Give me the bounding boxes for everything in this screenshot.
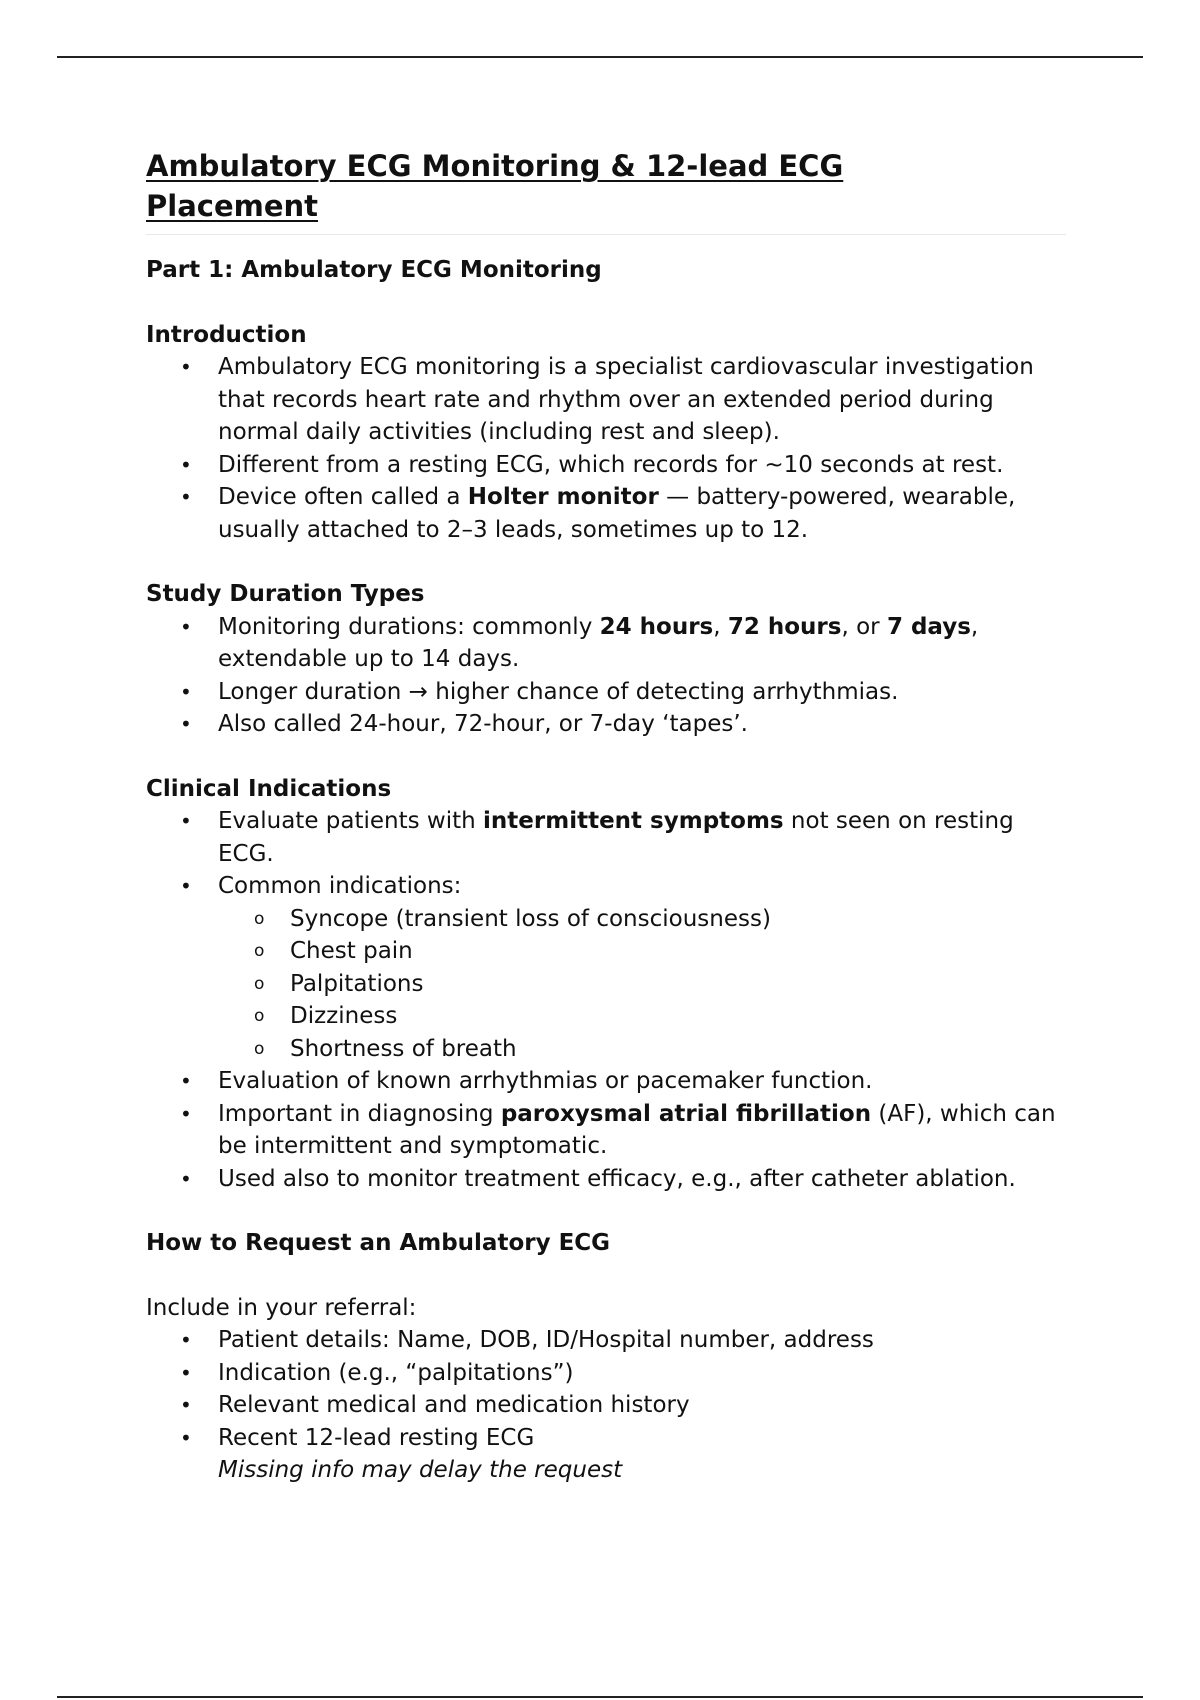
- list-item-text: Dizziness: [290, 1003, 398, 1029]
- title-line-2: Placement: [146, 189, 319, 223]
- request-intro: Include in your referral:: [146, 1294, 417, 1321]
- list-item-text: (AF), which can be intermittent and symptomatic.: [218, 1100, 1056, 1159]
- spacer: [146, 287, 1066, 319]
- bullet-icon: •: [180, 614, 192, 639]
- bullet-icon: •: [180, 1425, 192, 1450]
- list-item-text: Syncope (transient loss of consciousness): [290, 905, 771, 932]
- request-note: Missing info may delay the request: [218, 1457, 623, 1483]
- list-item: [146, 870, 1066, 1065]
- list-item-text: Also called 24-hour, 72-hour, or 7-day ‘tapes’.: [218, 711, 748, 737]
- list-item: [146, 708, 1066, 741]
- duration-list: [146, 611, 1066, 741]
- sub-list-wrap: [146, 903, 1066, 1066]
- list-item-text: , extendable up to 14 days.: [218, 613, 979, 672]
- list-item-text: Chest pain: [290, 938, 413, 964]
- list-item-text: Device often called a: [218, 484, 468, 510]
- bullet-icon: •: [180, 1069, 192, 1093]
- list-item-text: Evaluate patients with: [218, 808, 484, 834]
- emphasis-text: intermittent symptoms: [483, 808, 784, 834]
- sub-list-item: [146, 935, 1066, 968]
- bullet-icon: •: [180, 1360, 192, 1385]
- page-title: [146, 146, 1066, 235]
- list-item-text: Relevant medical and medication history: [218, 1392, 690, 1418]
- list-item: [146, 481, 1066, 546]
- sub-bullet-icon: o: [254, 941, 265, 961]
- list-item-text: Ambulatory ECG monitoring is a specialist cardiovascular investigation that records heart rate and rhythm over an extended period during normal daily activities (including rest and sleep).: [218, 354, 1034, 445]
- indications-list: [146, 805, 1066, 1195]
- bullet-icon: •: [180, 355, 192, 379]
- top-rule: [57, 56, 1143, 58]
- list-item: [146, 351, 1066, 449]
- bullet-icon: •: [180, 1166, 192, 1191]
- bottom-rule: [57, 1696, 1143, 1698]
- list-item: [146, 1422, 1066, 1487]
- sub-bullet-icon: o: [254, 973, 265, 994]
- bullet-icon: •: [180, 1101, 192, 1126]
- sub-list-item: [146, 1033, 1066, 1066]
- bullet-icon: •: [180, 874, 192, 898]
- emphasis-text: 7 days: [886, 613, 971, 640]
- part1-heading: Part 1: Ambulatory ECG Monitoring: [146, 257, 602, 283]
- intro-heading: Introduction: [146, 321, 307, 348]
- duration-heading: Study Duration Types: [146, 581, 425, 607]
- bullet-icon: •: [180, 1328, 192, 1352]
- bullet-icon: •: [180, 809, 192, 833]
- list-item-text: Important in diagnosing: [218, 1100, 501, 1127]
- list-item-text: , or: [841, 613, 887, 640]
- emphasis-text: Holter monitor: [467, 484, 659, 510]
- sub-list: [146, 903, 1066, 1066]
- bullet-icon: •: [180, 1393, 192, 1417]
- bullet-icon: •: [180, 452, 192, 477]
- list-item: [146, 1163, 1066, 1196]
- sub-list-item: [146, 1000, 1066, 1033]
- list-item: [146, 611, 1066, 676]
- sub-bullet-icon: o: [254, 1038, 265, 1059]
- bullet-icon: •: [180, 712, 192, 736]
- spacer: [146, 546, 1066, 578]
- list-item-text: Shortness of breath: [290, 1035, 517, 1062]
- list-item-text: Indication (e.g., “palpitations”): [218, 1359, 574, 1386]
- list-item-text: Used also to monitor treatment efficacy, e.g., after catheter ablation.: [218, 1165, 1016, 1192]
- list-item: [146, 805, 1066, 870]
- list-item-text: Palpitations: [290, 970, 424, 997]
- list-item: [146, 1357, 1066, 1390]
- document-body: [146, 146, 1066, 1487]
- list-item-text: not seen on resting ECG.: [218, 808, 1014, 867]
- sub-list-item: [146, 968, 1066, 1001]
- bullet-icon: •: [180, 679, 192, 704]
- list-item-text: Different from a resting ECG, which records for ~10 seconds at rest.: [218, 451, 1004, 478]
- list-item: [146, 1324, 1066, 1357]
- bullet-icon: •: [180, 485, 192, 509]
- list-item: [146, 1098, 1066, 1163]
- spacer: [146, 741, 1066, 773]
- list-item-text: Longer duration → higher chance of detecting arrhythmias.: [218, 678, 899, 705]
- emphasis-text: 72 hours: [727, 613, 842, 640]
- spacer: [146, 1195, 1066, 1227]
- spacer: [146, 1260, 1066, 1292]
- list-item: [146, 449, 1066, 482]
- list-item-text: Common indications:: [218, 873, 462, 899]
- emphasis-text: 24 hours: [599, 613, 714, 640]
- list-item-text: ,: [713, 613, 728, 640]
- list-item-text: Evaluation of known arrhythmias or pacemaker function.: [218, 1068, 873, 1094]
- list-item: [146, 676, 1066, 709]
- title-line-1: Ambulatory ECG Monitoring & 12-lead ECG: [146, 149, 844, 183]
- sub-bullet-icon: o: [254, 1006, 265, 1026]
- list-item-text: Patient details: Name, DOB, ID/Hospital number, address: [218, 1327, 874, 1353]
- request-list: [146, 1324, 1066, 1487]
- intro-list: [146, 351, 1066, 546]
- sub-bullet-icon: o: [254, 908, 265, 929]
- list-item-text: — battery-powered, wearable, usually attached to 2–3 leads, sometimes up to 12.: [218, 484, 1016, 543]
- list-item: [146, 1065, 1066, 1098]
- request-heading: How to Request an Ambulatory ECG: [146, 1230, 611, 1256]
- list-item-text: Monitoring durations: commonly: [218, 613, 600, 640]
- list-item: [146, 1389, 1066, 1422]
- sub-list-item: [146, 903, 1066, 936]
- list-item-text: Recent 12-lead resting ECG: [218, 1424, 535, 1451]
- emphasis-text: paroxysmal atrial fibrillation: [500, 1100, 872, 1127]
- indications-heading: Clinical Indications: [146, 775, 392, 802]
